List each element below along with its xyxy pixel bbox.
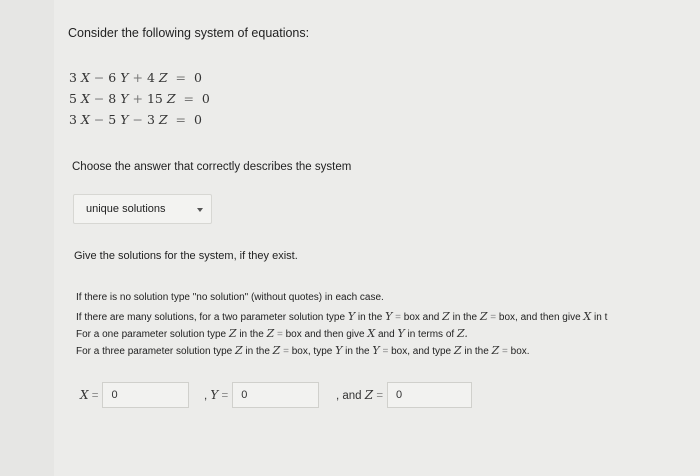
solution-type-select[interactable] [73,194,212,224]
instruction-two-parameter: If there are many solutions, for a two parameter solution type Y in the Y = box and Z in the Z = box, and then give X in t [76,310,608,323]
caret-down-icon [197,208,203,212]
x-answer-group [80,381,189,409]
y-answer-input[interactable]: 0 [232,382,319,408]
instruction-no-solution: If there is no solution type "no solution" (without quotes) in each case. [76,292,384,303]
question-prompt: Consider the following system of equations: [68,26,310,40]
y-answer-group [204,381,319,409]
choose-prompt: Choose the answer that correctly describes the system [72,161,352,173]
z-answer-group [336,381,472,409]
y-answer-label: , Y = [204,388,229,402]
equation-3: 3 X − 5 Y − 3 Z = 0 [69,112,202,127]
equation-2: 5 X − 8 Y + 15 Z = 0 [69,91,210,106]
select-value: unique solutions [86,203,166,215]
x-answer-input[interactable]: 0 [102,382,189,408]
give-solutions-prompt: Give the solutions for the system, if they exist. [74,250,298,262]
equation-1: 3 X − 6 Y + 4 Z = 0 [69,70,202,85]
instruction-three-parameter: For a three parameter solution type Z in the Z = box, type Y in the Y = box, and type Z in the Z = box. [76,344,530,357]
z-answer-label: , and Z = [336,388,384,402]
x-answer-label: X = [80,388,99,402]
z-answer-input[interactable]: 0 [387,382,472,408]
instruction-one-parameter: For a one parameter solution type Z in the Z = box and then give X and Y in terms of Z. [76,327,468,340]
